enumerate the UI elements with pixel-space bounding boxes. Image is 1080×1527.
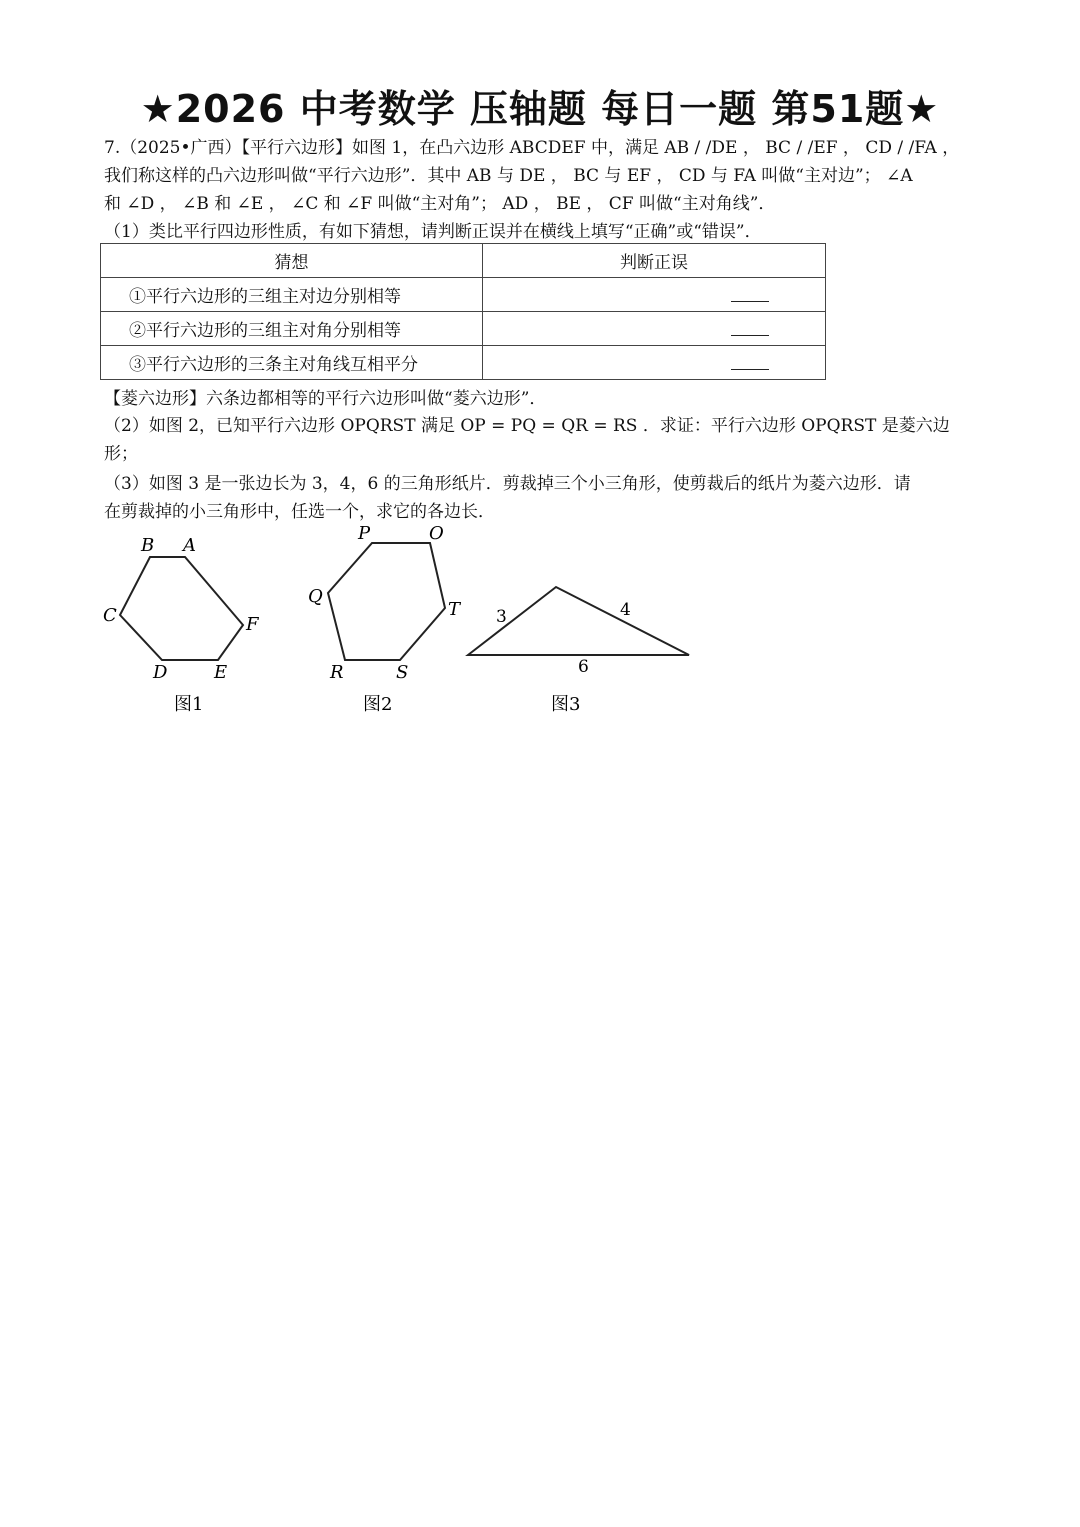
label-P: P	[358, 523, 371, 544]
rhombus-definition: 【菱六边形】六条边都相等的平行六边形叫做“菱六边形”．	[104, 389, 547, 409]
part3-line-1: （3）如图 3 是一张边长为 3，4，6 的三角形纸片．剪裁掉三个小三角形，使剪裁后的纸片为菱六边形．请	[104, 474, 911, 494]
answer-blank[interactable]	[731, 301, 769, 302]
label-Q: Q	[308, 586, 323, 607]
label-C: C	[103, 605, 117, 626]
part2-line-2: 形；	[104, 444, 138, 464]
conjecture-table	[100, 243, 826, 380]
table-row	[101, 346, 826, 380]
hexagon-opqrst	[328, 543, 445, 660]
conjecture-cell: ③平行六边形的三条主对角线互相平分	[101, 346, 483, 380]
answer-blank[interactable]	[731, 369, 769, 370]
table-row	[101, 278, 826, 312]
label-S: S	[396, 662, 409, 683]
answer-blank[interactable]	[731, 335, 769, 336]
part2-line-1: （2）如图 2，已知平行六边形 OPQRST 满足 OP = PQ = QR = RS ．求证：平行六边形 OPQRST 是菱六边	[104, 416, 950, 436]
figure-2-caption: 图2	[363, 694, 393, 715]
figure-3	[460, 570, 700, 720]
label-A: A	[183, 535, 196, 556]
hexagon-abcdef	[120, 557, 243, 660]
part1-text: （1）类比平行四边形性质，有如下猜想，请判断正误并在横线上填写“正确”或“错误”．	[104, 222, 762, 242]
side-label-right: 4	[620, 600, 631, 620]
page-title: ★2026 中考数学 压轴题 每日一题 第51题★	[140, 87, 940, 131]
figure-3-caption: 图3	[551, 694, 581, 715]
figure-1-caption: 图1	[174, 694, 204, 715]
table-header-conjecture: 猜想	[101, 244, 483, 278]
answer-cell	[483, 312, 826, 346]
label-D: D	[153, 662, 168, 683]
label-F: F	[246, 614, 259, 635]
side-label-base: 6	[578, 657, 589, 677]
table-row	[101, 312, 826, 346]
conjecture-cell: ②平行六边形的三组主对角分别相等	[101, 312, 483, 346]
problem-line-2: 我们称这样的凸六边形叫做“平行六边形”．其中 AB 与 DE ， BC 与 EF ， CD 与 FA 叫做“主对边”； ∠A	[104, 166, 913, 186]
answer-cell	[483, 278, 826, 312]
label-E: E	[214, 662, 228, 683]
label-B: B	[141, 535, 155, 556]
problem-line-3: 和 ∠D ， ∠B 和 ∠E ， ∠C 和 ∠F 叫做“主对角”； AD ， BE ， CF 叫做“主对角线”．	[104, 194, 776, 214]
part3-line-2: 在剪裁掉的小三角形中，任选一个，求它的各边长．	[104, 502, 495, 522]
table-header-row	[101, 244, 826, 278]
label-O: O	[429, 523, 444, 544]
figure-1	[95, 530, 275, 720]
figure-2	[300, 520, 480, 720]
label-R: R	[330, 662, 344, 683]
side-label-left: 3	[496, 607, 507, 627]
answer-cell	[483, 346, 826, 380]
label-T: T	[448, 599, 461, 620]
problem-line-1: 7.（2025•广西）【平行六边形】如图 1，在凸六边形 ABCDEF 中，满足 AB / /DE ， BC / /EF ， CD / /FA ，	[104, 138, 960, 158]
table-header-judgement: 判断正误	[483, 244, 826, 278]
conjecture-cell: ①平行六边形的三组主对边分别相等	[101, 278, 483, 312]
